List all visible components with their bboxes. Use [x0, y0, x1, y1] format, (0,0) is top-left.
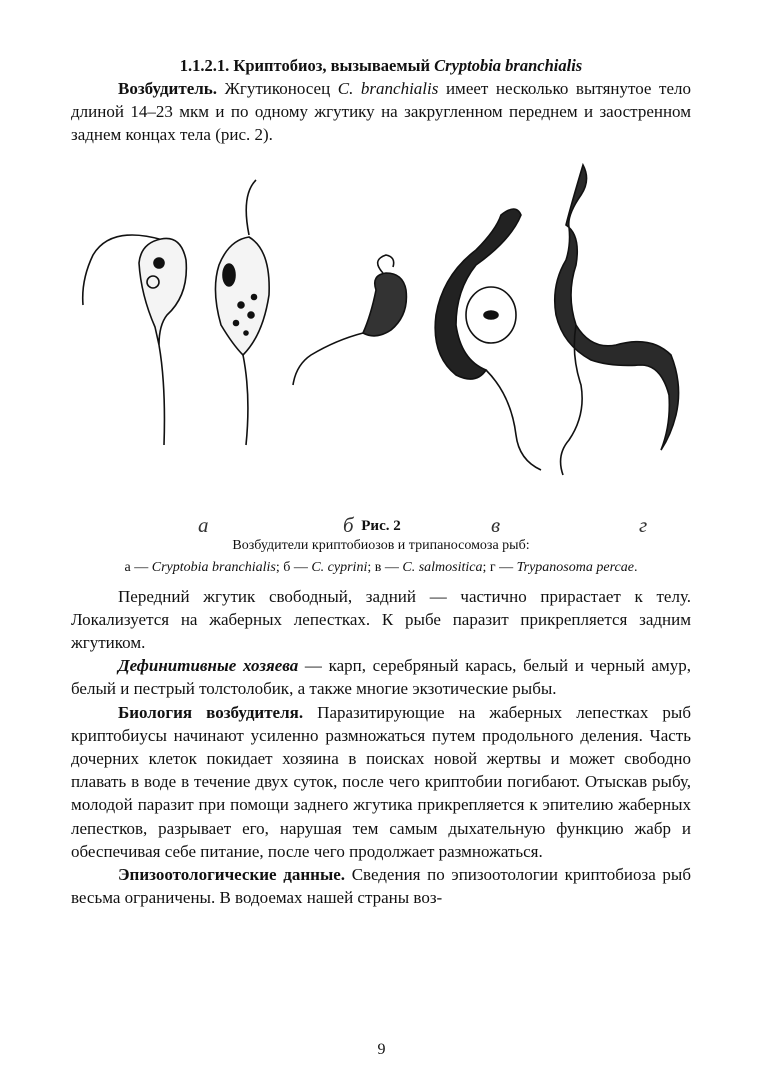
figure-caption-title: Рис. 2	[361, 517, 401, 534]
paragraph-pathogen: Возбудитель. Жгутиконосец C. branchialis имеет несколько вытянутое тело длиной 14–23 мкм и по одному жгутику на закругленном переднем и заостренном заднем концах тела (рис. 2).	[71, 79, 691, 145]
drawing-a-cryptobia-branchialis	[83, 180, 269, 445]
drawing-d-trypanosoma-percae	[555, 165, 679, 475]
page-content	[71, 55, 691, 909]
paragraph-flagellum: Передний жгутик свободный, задний — частично прирастает к телу. Локализуется на жаберных лепестках. К рыбе паразит прикрепляется задним жгутиком.	[71, 586, 691, 653]
figure-label-b: б	[343, 512, 354, 537]
drawing-b-cryptobia-cyprini	[293, 255, 406, 385]
page-number: 9	[377, 1041, 386, 1058]
figure-label-a: а	[198, 512, 209, 537]
paragraph-biology: Биология возбудителя. Паразитирующие на жаберных лепестках рыб криптобиусы начинают усиленно размножаться путем продольного деления. Часть дочерних клеток покидает хозяина в поисках новой жертвы и может свободно плавать в воде в течение двух суток, после чего криптобии погибают. Отыскав рыбу, молодой паразит при помощи заднего жгутика прикрепляется к эпителию жаберных лепестков, разрывает его, нарушая тем самым дыхательную функцию жабр и обеспечивая себе питание, после чего продолжает размножаться.	[71, 702, 692, 861]
section-heading: 1.1.2.1. Криптобиоз, вызываемый Cryptobia branchialis	[179, 56, 583, 75]
drawing-c-cryptobia-salmositica	[435, 209, 541, 470]
figure-caption-text: Возбудители криптобиозов и трипаносомоза рыб:	[232, 537, 530, 553]
figure-label-d: г	[639, 512, 648, 537]
parasite-drawings	[71, 155, 691, 511]
heading-species: Cryptobia branchialis	[434, 56, 583, 75]
paragraph-hosts: Дефинитивные хозяева — карп, серебряный карась, белый и черный амур, белый и пестрый толстолобик, а также многие экзотические рыбы.	[71, 656, 691, 699]
figure-label-c: в	[491, 512, 501, 537]
figure-legend: а — Cryptobia branchialis; б — C. cyprini; в — C. salmositica; г — Trypanosoma percae.	[124, 559, 638, 575]
paragraph-epizootology: Эпизоотологические данные. Сведения по эпизоотологии криптобиоза рыб весьма ограничены. В водоемах нашей страны воз-	[71, 865, 691, 908]
